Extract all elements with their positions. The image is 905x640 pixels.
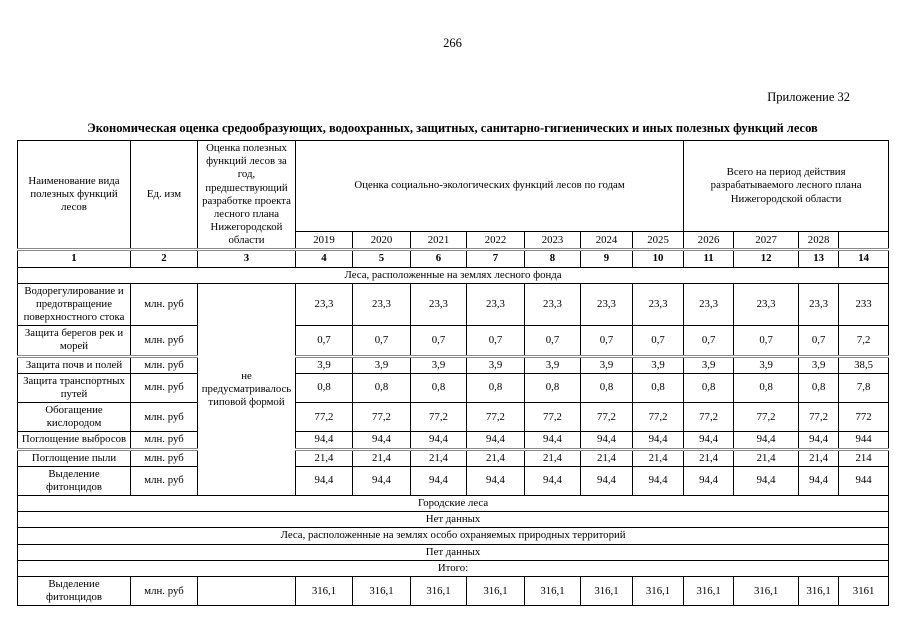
value-cell: 316,1 xyxy=(734,576,799,605)
value-cell: 316,1 xyxy=(581,576,633,605)
value-cell: 94,4 xyxy=(525,466,581,495)
plain-row-label: Итого: xyxy=(18,560,889,576)
value-cell: 94,4 xyxy=(411,432,467,449)
annex-label: Приложение 32 xyxy=(767,90,850,104)
unit-cell: млн. руб xyxy=(131,356,198,373)
value-cell: 0,7 xyxy=(525,326,581,356)
value-cell: 316,1 xyxy=(633,576,684,605)
value-cell: 0,7 xyxy=(353,326,411,356)
value-cell: 23,3 xyxy=(296,283,353,326)
section-row xyxy=(18,496,889,512)
plain-row-label: Нет данных xyxy=(18,512,889,528)
column-number: 2 xyxy=(131,250,198,267)
value-cell: 21,4 xyxy=(799,449,839,466)
value-cell: 3,9 xyxy=(296,356,353,373)
value-cell: 0,8 xyxy=(525,373,581,402)
total-cell: 214 xyxy=(839,449,889,466)
total-cell: 7,8 xyxy=(839,373,889,402)
value-cell: 3,9 xyxy=(411,356,467,373)
value-cell: 21,4 xyxy=(525,449,581,466)
value-cell: 94,4 xyxy=(799,432,839,449)
value-cell: 94,4 xyxy=(581,432,633,449)
value-cell: 316,1 xyxy=(467,576,525,605)
value-cell: 0,8 xyxy=(799,373,839,402)
function-name-cell: Поглощение пыли xyxy=(18,449,131,466)
section-header: Леса, расположенные на землях лесного фонда xyxy=(18,267,889,283)
value-cell: 23,3 xyxy=(633,283,684,326)
unit-cell: млн. руб xyxy=(131,283,198,326)
column-number: 1 xyxy=(18,250,131,267)
value-cell: 316,1 xyxy=(684,576,734,605)
value-cell: 94,4 xyxy=(734,432,799,449)
year-header: 2019 xyxy=(296,231,353,249)
plain-row-label: Пет данных xyxy=(18,544,889,560)
value-cell: 3,9 xyxy=(799,356,839,373)
table-row xyxy=(18,576,889,605)
column-header-unit: Ед. изм xyxy=(131,141,198,250)
value-cell: 316,1 xyxy=(411,576,467,605)
value-cell: 3,9 xyxy=(525,356,581,373)
header-row-groups xyxy=(18,141,889,232)
assessment-table xyxy=(17,140,889,606)
value-cell: 3,9 xyxy=(633,356,684,373)
function-name-cell: Выделение фитонцидов xyxy=(18,576,131,605)
value-cell: 0,7 xyxy=(467,326,525,356)
section-row xyxy=(18,267,889,283)
value-cell: 94,4 xyxy=(684,432,734,449)
value-cell: 23,3 xyxy=(411,283,467,326)
value-cell: 316,1 xyxy=(799,576,839,605)
column-number: 14 xyxy=(839,250,889,267)
total-cell: 944 xyxy=(839,432,889,449)
value-cell: 0,8 xyxy=(353,373,411,402)
year-header: 2023 xyxy=(525,231,581,249)
year-header: 2022 xyxy=(467,231,525,249)
value-cell: 94,4 xyxy=(799,466,839,495)
value-cell: 21,4 xyxy=(296,449,353,466)
table-row xyxy=(18,356,889,373)
value-cell: 77,2 xyxy=(525,403,581,432)
value-cell: 77,2 xyxy=(411,403,467,432)
value-cell: 23,3 xyxy=(353,283,411,326)
value-cell: 316,1 xyxy=(296,576,353,605)
value-cell: 0,8 xyxy=(467,373,525,402)
value-cell: 94,4 xyxy=(353,432,411,449)
value-cell: 94,4 xyxy=(633,466,684,495)
total-cell: 772 xyxy=(839,403,889,432)
value-cell: 3,9 xyxy=(684,356,734,373)
value-cell: 0,7 xyxy=(581,326,633,356)
value-cell: 77,2 xyxy=(296,403,353,432)
value-cell: 94,4 xyxy=(411,466,467,495)
column-number: 6 xyxy=(411,250,467,267)
value-cell: 0,7 xyxy=(684,326,734,356)
year-header: 2020 xyxy=(353,231,411,249)
note-cell: не предусматривалось типовой формой xyxy=(198,283,296,495)
section-header: Леса, расположенные на землях особо охраняемых природных территорий xyxy=(18,528,889,544)
value-cell: 0,7 xyxy=(296,326,353,356)
value-cell: 21,4 xyxy=(633,449,684,466)
value-cell: 77,2 xyxy=(467,403,525,432)
value-cell: 3,9 xyxy=(581,356,633,373)
value-cell: 0,8 xyxy=(684,373,734,402)
section-header: Городские леса xyxy=(18,496,889,512)
unit-cell: млн. руб xyxy=(131,576,198,605)
column-number: 3 xyxy=(198,250,296,267)
value-cell: 0,7 xyxy=(633,326,684,356)
function-name-cell: Водорегулирование и предотвращение поверхностного стока xyxy=(18,283,131,326)
function-name-cell: Поглощение выбросов xyxy=(18,432,131,449)
table-row xyxy=(18,403,889,432)
year-header: 2024 xyxy=(581,231,633,249)
unit-cell: млн. руб xyxy=(131,432,198,449)
column-number: 8 xyxy=(525,250,581,267)
value-cell: 0,8 xyxy=(734,373,799,402)
function-name-cell: Защита почв и полей xyxy=(18,356,131,373)
value-cell: 0,7 xyxy=(799,326,839,356)
value-cell: 94,4 xyxy=(684,466,734,495)
value-cell: 23,3 xyxy=(581,283,633,326)
value-cell: 94,4 xyxy=(353,466,411,495)
column-number: 12 xyxy=(734,250,799,267)
table-row xyxy=(18,373,889,402)
total-cell: 38,5 xyxy=(839,356,889,373)
value-cell: 23,3 xyxy=(525,283,581,326)
value-cell: 3,9 xyxy=(734,356,799,373)
value-cell: 3,9 xyxy=(353,356,411,373)
value-cell: 23,3 xyxy=(799,283,839,326)
function-name-cell: Защита транспортных путей xyxy=(18,373,131,402)
value-cell: 0,8 xyxy=(411,373,467,402)
year-header: 2021 xyxy=(411,231,467,249)
value-cell: 23,3 xyxy=(734,283,799,326)
table-row xyxy=(18,326,889,356)
value-cell: 3,9 xyxy=(467,356,525,373)
table-row xyxy=(18,283,889,326)
table-row xyxy=(18,466,889,495)
table-row xyxy=(18,432,889,449)
value-cell: 94,4 xyxy=(467,466,525,495)
value-cell: 0,8 xyxy=(296,373,353,402)
baseline-cell xyxy=(198,576,296,605)
value-cell: 94,4 xyxy=(467,432,525,449)
function-name-cell: Выделение фитонцидов xyxy=(18,466,131,495)
total-cell: 3161 xyxy=(839,576,889,605)
value-cell: 21,4 xyxy=(684,449,734,466)
column-number: 10 xyxy=(633,250,684,267)
column-number: 11 xyxy=(684,250,734,267)
document-title: Экономическая оценка средообразующих, водоохранных, защитных, санитарно-гигиенических и иных полезных функций лесов xyxy=(87,121,818,135)
column-number: 5 xyxy=(353,250,411,267)
year-header: 2026 xyxy=(684,231,734,249)
value-cell: 21,4 xyxy=(467,449,525,466)
column-number: 7 xyxy=(467,250,525,267)
value-cell: 0,8 xyxy=(633,373,684,402)
column-number: 4 xyxy=(296,250,353,267)
header-row-numbers xyxy=(18,250,889,267)
value-cell: 94,4 xyxy=(525,432,581,449)
function-name-cell: Защита берегов рек и морей xyxy=(18,326,131,356)
value-cell: 94,4 xyxy=(581,466,633,495)
column-header-baseline: Оценка полезных функций лесов за год, предшествующий разработке проекта лесного плана Нижегородской области xyxy=(198,141,296,250)
year-header: 2028 xyxy=(799,231,839,249)
value-cell: 94,4 xyxy=(296,432,353,449)
year-header: 2025 xyxy=(633,231,684,249)
column-group-total: Всего на период действия разрабатываемого лесного плана Нижегородской области xyxy=(684,141,889,232)
value-cell: 21,4 xyxy=(411,449,467,466)
value-cell: 0,7 xyxy=(734,326,799,356)
plain-row xyxy=(18,512,889,528)
column-number: 13 xyxy=(799,250,839,267)
unit-cell: млн. руб xyxy=(131,466,198,495)
value-cell: 21,4 xyxy=(353,449,411,466)
value-cell: 77,2 xyxy=(799,403,839,432)
total-cell: 7,2 xyxy=(839,326,889,356)
section-row xyxy=(18,528,889,544)
value-cell: 77,2 xyxy=(684,403,734,432)
value-cell: 94,4 xyxy=(633,432,684,449)
value-cell: 94,4 xyxy=(296,466,353,495)
unit-cell: млн. руб xyxy=(131,403,198,432)
table-row xyxy=(18,449,889,466)
total-cell: 944 xyxy=(839,466,889,495)
unit-cell: млн. руб xyxy=(131,373,198,402)
value-cell: 316,1 xyxy=(525,576,581,605)
value-cell: 21,4 xyxy=(734,449,799,466)
year-header xyxy=(839,231,889,249)
unit-cell: млн. руб xyxy=(131,326,198,356)
value-cell: 0,8 xyxy=(581,373,633,402)
column-number: 9 xyxy=(581,250,633,267)
value-cell: 0,7 xyxy=(411,326,467,356)
function-name-cell: Обогащение кислородом xyxy=(18,403,131,432)
value-cell: 316,1 xyxy=(353,576,411,605)
unit-cell: млн. руб xyxy=(131,449,198,466)
column-header-name: Наименование вида полезных функций лесов xyxy=(18,141,131,250)
page-number: 266 xyxy=(443,36,462,50)
value-cell: 23,3 xyxy=(467,283,525,326)
value-cell: 77,2 xyxy=(633,403,684,432)
value-cell: 77,2 xyxy=(353,403,411,432)
plain-row xyxy=(18,560,889,576)
value-cell: 21,4 xyxy=(581,449,633,466)
value-cell: 77,2 xyxy=(734,403,799,432)
plain-row xyxy=(18,544,889,560)
year-header: 2027 xyxy=(734,231,799,249)
total-cell: 233 xyxy=(839,283,889,326)
value-cell: 94,4 xyxy=(734,466,799,495)
value-cell: 23,3 xyxy=(684,283,734,326)
column-group-by-years: Оценка социально-экологических функций лесов по годам xyxy=(296,141,684,232)
value-cell: 77,2 xyxy=(581,403,633,432)
